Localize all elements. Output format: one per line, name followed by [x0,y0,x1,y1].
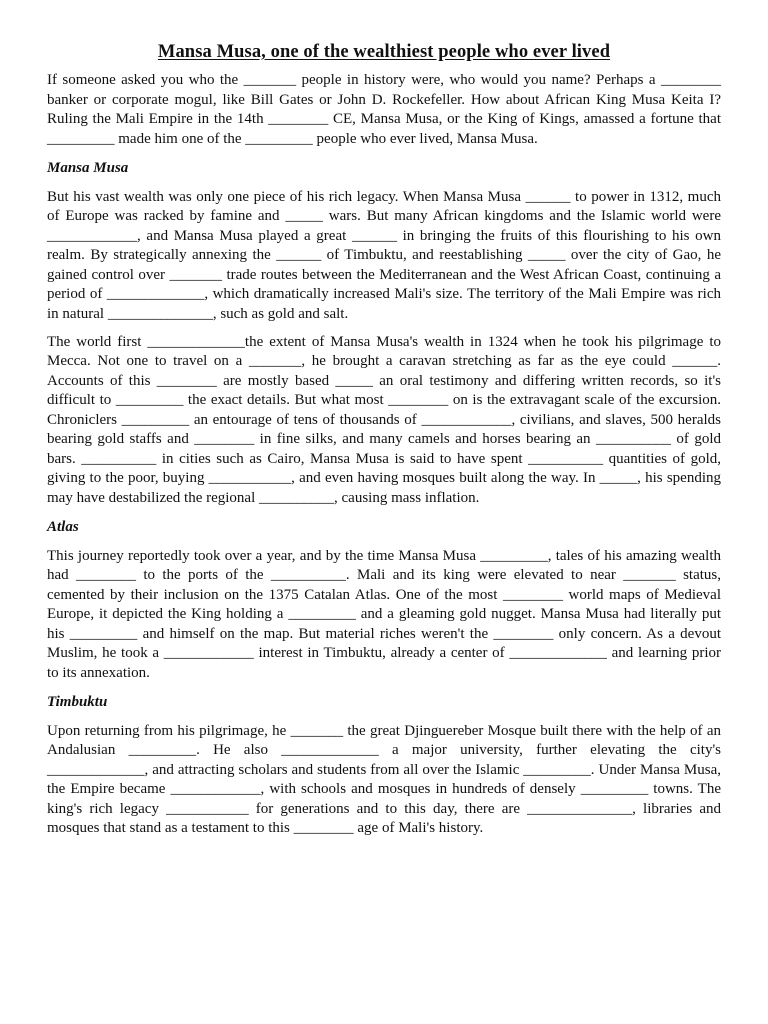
paragraph-atlas: This journey reportedly took over a year, and by the time Mansa Musa _________, tales of his amazing wealth had ________ to the ports of the __________. Mali and its king were elevated to near _______ status, cemented by their inclusion on the 1375 Catalan Atlas. One of the most ________ world maps of Medieval Europe, it depicted the King holding a _________ and a gleaming gold nugget. Mansa Musa had literally put his _________ and himself on the map. But material riches weren't the ________ only concern. As a devout Muslim, he took a ____________ interest in Timbuktu, already a center of _____________ and learning prior to its annexation. [47,547,721,681]
paragraph-legacy: But his vast wealth was only one piece of his rich legacy. When Mansa Musa ______ to power in 1312, much of Europe was racked by famine and _____ wars. But many African kingdoms and the Islamic world were ____________, and Mansa Musa played a great ______ in bringing the fruits of this flourishing to his own realm. By strategically annexing the ______ of Timbuktu, and reestablishing _____ over the city of Gao, he gained control over _______ trade routes between the Mediterranean and the West African Coast, continuing a period of _____________, which dramatically increased Mali's size. The territory of the Mali Empire was rich in natural ______________, such as gold and salt. [47,188,721,322]
section-heading-atlas: Atlas [47,519,79,535]
document-title: Mansa Musa, one of the wealthiest people who ever lived [157,42,611,62]
paragraph-timbuktu: Upon returning from his pilgrimage, he _______ the great Djinguereber Mosque built there with the help of an Andalusian _________. He also _____________ a major university, further elevating the city's _____________, and attracting scholars and students from all over the Islamic _________. Under Mansa Musa, the Empire became ____________, with schools and mosques in hundreds of densely _________ towns. The king's rich legacy ___________ for generations and to this day, there are ______________, libraries and mosques that stand as a testament to this ________ age of Mali's history. [47,722,721,836]
intro-paragraph: If someone asked you who the _______ people in history were, who would you name? Perhaps a ________ banker or corporate mogul, like Bill Gates or John D. Rockefeller. How about African King Musa Keita I? Ruling the Mali Empire in the 14th ________ CE, Mansa Musa, or the King of Kings, amassed a fortune that _________ made him one of the _________ people who ever lived, Mansa Musa. [47,72,721,147]
paragraph-pilgrimage: The world first _____________the extent of Mansa Musa's wealth in 1324 when he took his pilgrimage to Mecca. Not one to travel on a _______, he brought a caravan stretching as far as the eye could ______. Accounts of this ________ are mostly based _____ an oral testimony and differing written records, so it's difficult to _________ the exact details. But what most ________ on is the extravagant scale of the excursion. Chroniclers _________ an entourage of tens of thousands of ____________, civilians, and slaves, 500 heralds bearing gold staffs and ________ in fine silks, and many camels and horses bearing an __________ of gold bars. __________ in cities such as Cairo, Mansa Musa is said to have spent __________ quantities of gold, giving to the poor, buying ___________, and even having mosques built along the way. In _____, his spending may have destabilized the regional __________, causing mass inflation. [47,333,721,506]
section-heading-timbuktu: Timbuktu [47,694,108,710]
section-heading-mansa-musa: Mansa Musa [47,160,129,176]
